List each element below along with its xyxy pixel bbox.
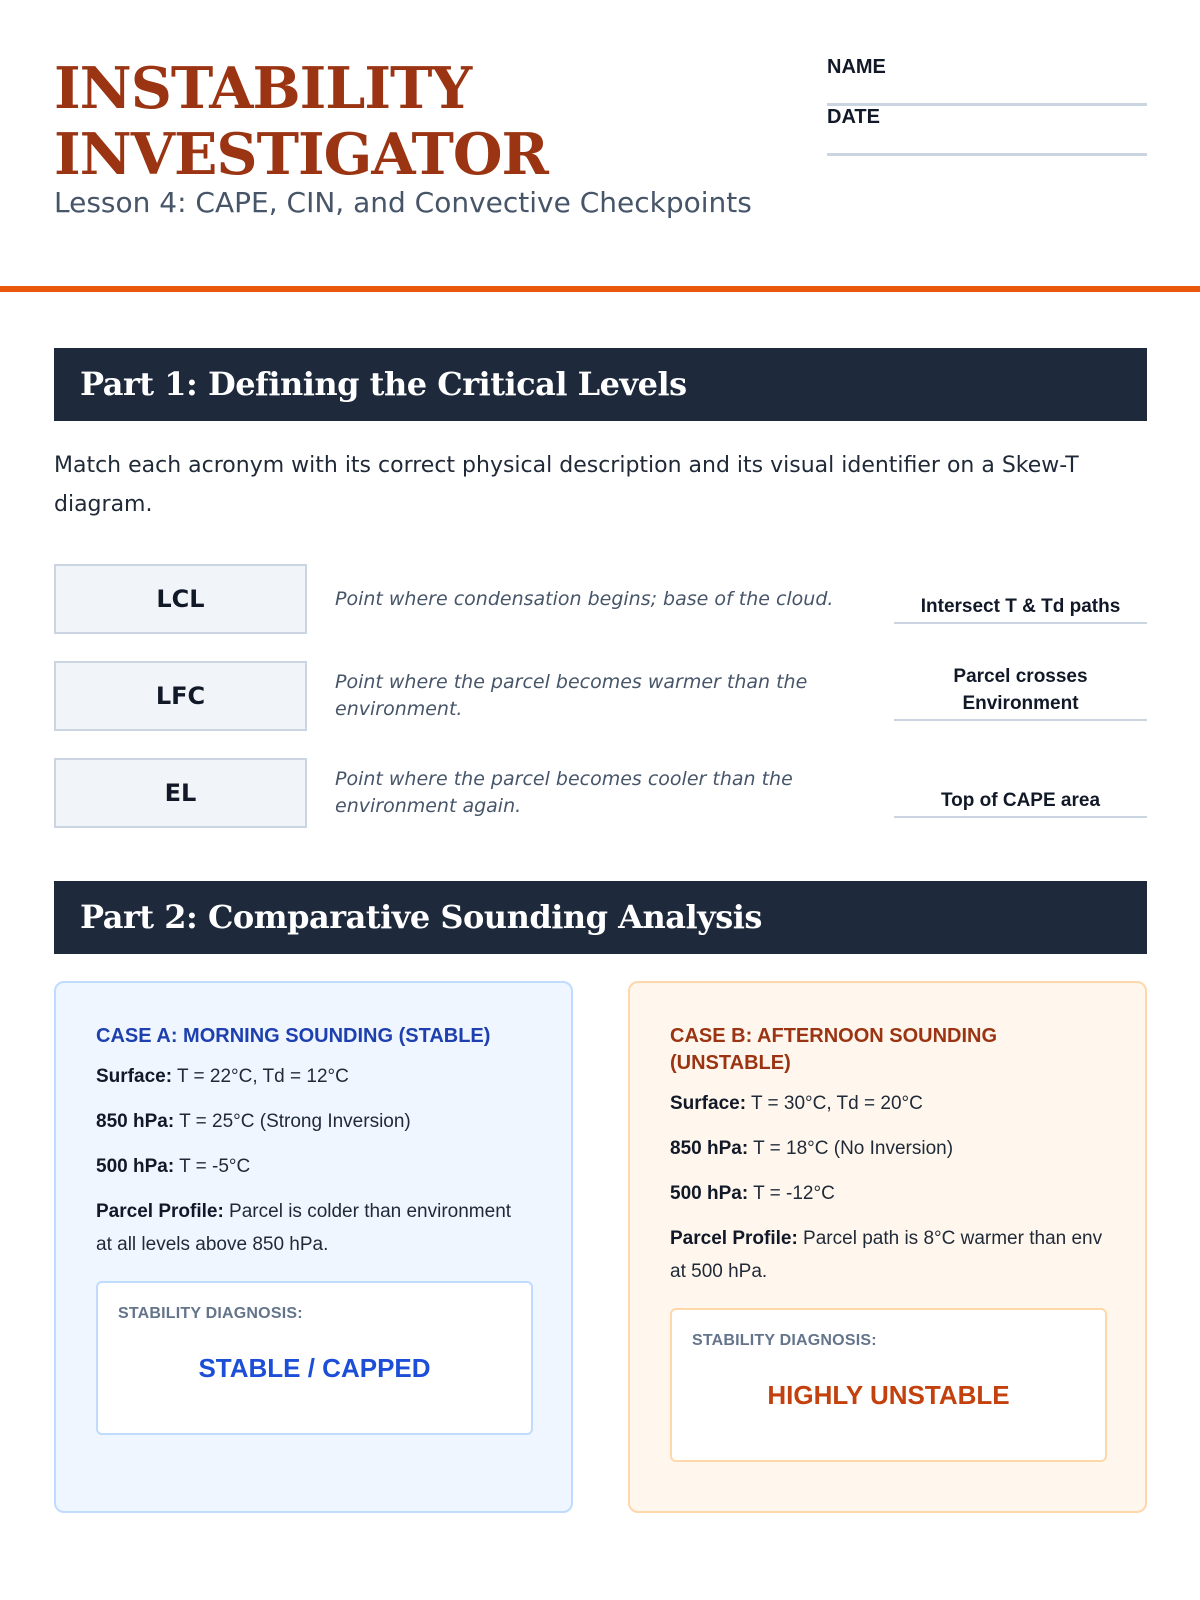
parcel-value: Parcel path is 8°C warmer than env at 500 hPa.: [670, 1228, 1103, 1282]
level-description: [335, 661, 835, 731]
identifier-text: Intersect T & Td paths: [920, 596, 1121, 617]
diagnosis-label: STABILITY DIAGNOSIS:: [692, 1332, 877, 1349]
worksheet-header: [54, 56, 1147, 236]
description-text: Point where condensation begins; base of the cloud.: [335, 587, 834, 610]
match-row: [54, 758, 1147, 828]
date-label: DATE: [827, 106, 880, 128]
h850-label: 850 hPa:: [96, 1111, 175, 1132]
surface-label: Surface:: [96, 1066, 173, 1087]
case-a-diagnosis-box[interactable]: [96, 1281, 533, 1435]
h850-label: 850 hPa:: [670, 1138, 749, 1159]
case-b-card: [628, 981, 1147, 1513]
surface-value: T = 30°C, Td = 20°C: [746, 1093, 923, 1114]
case-b-parcel: [670, 1222, 1105, 1288]
level-description: [335, 758, 835, 828]
case-a-850: [96, 1105, 531, 1138]
h500-value: T = -5°C: [174, 1156, 251, 1177]
case-a-500: [96, 1150, 531, 1183]
title-line-1: INSTABILITY: [54, 55, 472, 122]
h500-label: 500 hPa:: [670, 1183, 749, 1204]
diagnosis-label: STABILITY DIAGNOSIS:: [118, 1305, 303, 1322]
match-row: [54, 661, 1147, 731]
header-divider: [0, 286, 1200, 292]
case-a-title: CASE A: MORNING SOUNDING (STABLE): [96, 1025, 491, 1047]
case-b-500: [670, 1177, 1105, 1210]
surface-value: T = 22°C, Td = 12°C: [172, 1066, 349, 1087]
description-text: Point where the parcel becomes cooler than the environment again.: [335, 768, 793, 817]
identifier-text: Parcel crosses Environment: [953, 666, 1088, 714]
case-a-card: [54, 981, 573, 1513]
case-b-surface: [670, 1087, 1105, 1120]
case-b-diagnosis-box[interactable]: [670, 1308, 1107, 1462]
identifier-text: Top of CAPE area: [940, 790, 1101, 811]
match-row: [54, 564, 1147, 634]
identifier-answer-line[interactable]: [894, 661, 1147, 721]
case-a-parcel: [96, 1195, 531, 1261]
case-b-850: [670, 1132, 1105, 1165]
case-a-surface: [96, 1060, 531, 1093]
surface-label: Surface:: [670, 1093, 747, 1114]
h500-value: T = -12°C: [748, 1183, 835, 1204]
identifier-answer-line[interactable]: [894, 564, 1147, 624]
acronym-box: EL: [54, 758, 307, 828]
acronym-box: LCL: [54, 564, 307, 634]
case-b-title: CASE B: AFTERNOON SOUNDING (UNSTABLE): [670, 1025, 998, 1074]
parcel-value: Parcel is colder than environment at all levels above 850 hPa.: [96, 1201, 512, 1255]
h850-value: T = 18°C (No Inversion): [748, 1138, 954, 1159]
part2-heading: Part 2: Comparative Sounding Analysis: [54, 881, 1147, 954]
student-fields: [827, 56, 1147, 156]
acronym-box: LFC: [54, 661, 307, 731]
title-line-2: INVESTIGATOR: [54, 121, 548, 188]
name-label: NAME: [827, 56, 886, 78]
parcel-label: Parcel Profile:: [96, 1201, 224, 1222]
h500-label: 500 hPa:: [96, 1156, 175, 1177]
level-description: [335, 564, 835, 634]
date-field[interactable]: [827, 106, 1147, 156]
diagnosis-answer: HIGHLY UNSTABLE: [767, 1380, 1010, 1410]
name-field[interactable]: [827, 56, 1147, 106]
part1-instructions: Match each acronym with its correct physical description and its visual identifier on a Skew-T diagram.: [54, 453, 1079, 517]
identifier-answer-line[interactable]: [894, 758, 1147, 818]
lesson-subtitle: Lesson 4: CAPE, CIN, and Convective Checkpoints: [54, 186, 752, 219]
part1-heading: Part 1: Defining the Critical Levels: [54, 348, 1147, 421]
description-text: Point where the parcel becomes warmer than the environment.: [335, 671, 808, 720]
diagnosis-answer: STABLE / CAPPED: [198, 1353, 431, 1383]
h850-value: T = 25°C (Strong Inversion): [174, 1111, 411, 1132]
parcel-label: Parcel Profile:: [670, 1228, 798, 1249]
